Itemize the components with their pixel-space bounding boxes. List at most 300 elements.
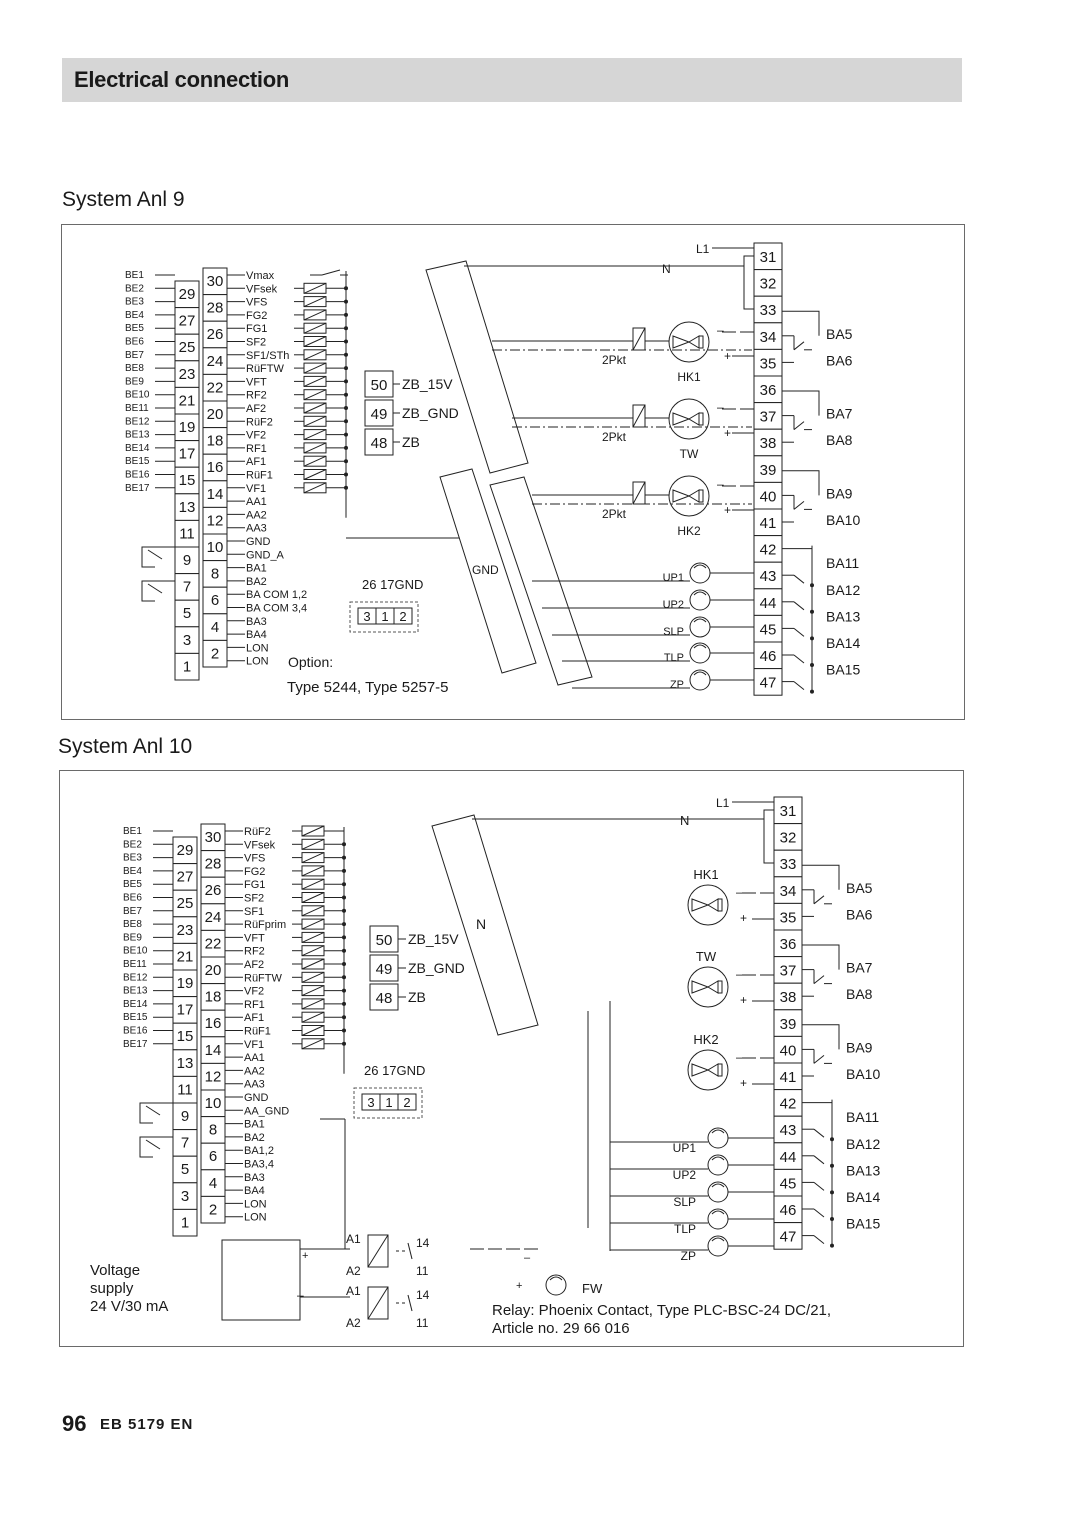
terminal-number: 24 [204, 908, 222, 926]
pump-symbol [708, 1236, 728, 1256]
terminal-number: 39 [759, 461, 777, 479]
terminal-number: 38 [759, 435, 777, 453]
n-label: N [662, 262, 671, 276]
terminal-number: 37 [759, 408, 777, 426]
signal-label: AA2 [246, 509, 267, 522]
ba-label: BA6 [846, 906, 873, 923]
terminal-number: 22 [206, 379, 224, 397]
terminal-number: 21 [176, 948, 194, 966]
terminal-number: 25 [176, 895, 194, 913]
signal-label: BA3 [246, 615, 267, 628]
be-label: BE13 [125, 429, 150, 441]
contact-dot [830, 1244, 834, 1248]
be-label: BE15 [123, 1012, 148, 1024]
twopkt-label: 2Pkt [602, 507, 627, 521]
be-label: BE6 [123, 892, 142, 904]
signal-label: RüF1 [246, 469, 273, 482]
terminal-number: 19 [178, 419, 196, 436]
terminal-number: 45 [759, 621, 777, 639]
terminal-number: 3 [180, 1187, 190, 1205]
ba-label: BA8 [846, 986, 873, 1003]
bus-wire [744, 256, 754, 309]
minus-sign: – [717, 323, 724, 337]
relay-pin-label: A2 [346, 1316, 361, 1330]
terminal-number: 25 [178, 339, 196, 357]
valve-actuator [699, 336, 703, 348]
signal-label: GND_A [246, 549, 284, 562]
switch-contact [794, 655, 804, 663]
terminal-number: 16 [204, 1015, 222, 1033]
signal-label: AA_GND [244, 1105, 290, 1118]
terminal-number: 27 [176, 868, 194, 886]
ba-label: BA15 [846, 1215, 881, 1232]
fw-label: FW [582, 1281, 603, 1296]
terminal-number: 45 [779, 1175, 797, 1193]
be-label: BE2 [123, 839, 142, 851]
signal-label: BA COM 1,2 [246, 589, 308, 602]
terminal-number: 10 [206, 539, 224, 556]
connector-pin: 2 [403, 1095, 411, 1110]
pump-label: SLP [673, 1195, 696, 1209]
relay-wire [802, 945, 839, 970]
terminal-number: 31 [759, 249, 777, 266]
ba-label: BA13 [826, 608, 861, 625]
terminal-number: 33 [779, 856, 797, 874]
switch-contact [814, 1129, 824, 1137]
valve-label: HK2 [677, 524, 701, 538]
header-bar [62, 58, 962, 102]
terminal-number: 20 [204, 962, 222, 979]
switch-contact [146, 1140, 160, 1149]
terminal-number: 19 [176, 975, 194, 992]
plus-sign: + [724, 503, 732, 517]
terminal-number: 43 [779, 1122, 797, 1140]
connector-pin: 1 [385, 1095, 393, 1110]
valve-actuator [718, 1064, 722, 1076]
pump-symbol [708, 1209, 728, 1229]
terminal-number: 16 [206, 459, 224, 477]
connector-label: 26 17GND [364, 1063, 426, 1078]
terminal-number: 17 [178, 445, 196, 463]
terminal-number: 15 [176, 1028, 194, 1046]
terminal-number: 10 [204, 1095, 222, 1112]
terminal-number: 13 [178, 498, 196, 516]
signal-label: FG1 [246, 323, 268, 336]
terminal-number: 14 [206, 485, 224, 503]
signal-label: VFsek [246, 283, 278, 296]
signal-label: BA COM 3,4 [246, 602, 308, 615]
terminal-number: 11 [177, 1081, 193, 1099]
ba-label: BA12 [846, 1135, 881, 1152]
terminal-number: 12 [206, 512, 224, 530]
terminal-number: 26 [206, 326, 224, 344]
be-label: BE9 [125, 376, 144, 388]
terminal-number: 32 [759, 275, 777, 293]
be-label: BE3 [125, 296, 144, 308]
terminal-number: 20 [206, 406, 224, 423]
relay-pin-label: 14 [416, 1236, 430, 1250]
relay-pin-label: 14 [416, 1288, 430, 1302]
ba-label: BA6 [826, 352, 853, 369]
l1-label: L1 [696, 242, 710, 256]
pump-label: TLP [673, 1222, 696, 1236]
terminal-number: 9 [180, 1108, 190, 1125]
signal-label: GND [246, 536, 271, 548]
pump-label: UP2 [672, 1168, 696, 1182]
signal-label: RF1 [244, 998, 265, 1011]
relay-note: Article no. 29 66 016 [492, 1320, 630, 1337]
minus-sign: – [524, 1252, 531, 1264]
terminal-number: 6 [210, 592, 220, 610]
relay-wire [782, 471, 819, 496]
signal-label: BA4 [244, 1185, 265, 1198]
relay-wire [802, 865, 839, 890]
signal-label: AF2 [244, 959, 265, 971]
signal-label: GND [244, 1092, 269, 1104]
signal-label: LON [246, 655, 269, 668]
terminal-number: 30 [206, 273, 224, 290]
signal-label: SF2 [246, 336, 267, 349]
signal-label: RF1 [246, 442, 267, 455]
ba-label: BA13 [846, 1162, 881, 1179]
pump-symbol [708, 1182, 728, 1202]
gnd-label: GND [472, 563, 499, 577]
terminal-number: 41 [759, 515, 777, 532]
diagram1-wiring [62, 225, 964, 719]
signal-label: SF1/STh [246, 349, 290, 362]
be-label: BE12 [123, 972, 148, 984]
terminal-number: 42 [779, 1095, 797, 1113]
ba-label: BA15 [826, 661, 861, 678]
terminal-number: 23 [178, 365, 196, 383]
be-label: BE10 [123, 945, 148, 957]
pump-symbol [708, 1155, 728, 1175]
relay-pin-label: A2 [346, 1264, 361, 1278]
signal-label: AA1 [246, 496, 267, 509]
terminal-number: 30 [204, 829, 222, 846]
terminal-number: 26 [204, 882, 222, 900]
switch-contact [814, 1055, 824, 1063]
terminal-number: 22 [204, 935, 222, 953]
minus-sign: – [297, 1288, 304, 1302]
zb-number: 50 [375, 932, 393, 949]
ba-label: BA8 [826, 432, 853, 449]
ba-label: BA7 [826, 405, 853, 422]
be-label: BE16 [123, 1025, 148, 1037]
terminal-number: 29 [176, 842, 194, 859]
page-title: Electrical connection [74, 67, 289, 92]
switch-contact [814, 1182, 824, 1190]
pump-label: ZP [669, 679, 684, 691]
signal-label: LON [244, 1198, 267, 1211]
signal-label: VF2 [244, 985, 265, 998]
signal-label: LON [246, 642, 269, 655]
terminal-number: 34 [779, 882, 797, 900]
be-label: BE7 [125, 349, 144, 361]
relay-pin-label: 11 [416, 1264, 429, 1278]
signal-label: SF1 [244, 905, 265, 918]
pump-label: UP2 [662, 599, 684, 611]
valve-label: HK2 [693, 1032, 719, 1047]
be-label: BE1 [125, 270, 144, 281]
pump-symbol [690, 670, 710, 690]
be-label: BE11 [123, 959, 147, 970]
terminal-number: 7 [182, 578, 192, 596]
ba-label: BA7 [846, 959, 873, 976]
switch-contact [794, 602, 804, 610]
signal-label: AA3 [244, 1078, 265, 1091]
pump-symbol [690, 617, 710, 637]
document-code: EB 5179 EN [100, 1416, 194, 1433]
ba-label: BA12 [826, 581, 861, 598]
signal-label: BA1 [244, 1118, 265, 1131]
l1-label: L1 [716, 796, 730, 810]
switch-contact [814, 896, 824, 904]
terminal-number: 4 [210, 618, 220, 636]
be-label: BE12 [125, 416, 150, 428]
terminal-number: 3 [182, 631, 192, 649]
power-supply-box [222, 1240, 300, 1320]
pump-label: SLP [663, 626, 684, 638]
valve-actuator [718, 981, 722, 993]
relay-note: Relay: Phoenix Contact, Type PLC-BSC-24 DC/21, [492, 1302, 832, 1319]
signal-label: BA3 [244, 1171, 265, 1184]
be-label: BE14 [123, 998, 148, 1010]
signal-label: BA1,2 [244, 1145, 274, 1158]
terminal-number: 40 [779, 1042, 797, 1060]
terminal-number: 15 [178, 472, 196, 490]
terminal-number: 9 [182, 552, 192, 569]
terminal-number: 40 [759, 488, 777, 506]
terminal-number: 32 [779, 829, 797, 847]
voltage-label: supply [90, 1280, 134, 1297]
terminal-number: 44 [759, 594, 777, 612]
diagram1-panel [61, 224, 965, 720]
plus-sign: + [724, 349, 732, 363]
terminal-number: 46 [759, 648, 777, 665]
ba-label: BA14 [826, 635, 861, 651]
signal-label: RüF1 [244, 1025, 271, 1038]
valve-actuator [699, 490, 703, 502]
terminal-number: 14 [204, 1041, 222, 1059]
be-label: BE2 [125, 283, 144, 295]
zb-label: ZB_GND [408, 960, 465, 976]
switch-contact [794, 501, 804, 509]
signal-label: RF2 [246, 389, 267, 402]
signal-label: BA2 [246, 575, 267, 588]
be-label: BE14 [125, 442, 150, 454]
connector-pin: 3 [367, 1095, 375, 1110]
terminal-number: 7 [180, 1134, 190, 1152]
terminal-number: 43 [759, 568, 777, 586]
relay-wire [782, 311, 819, 336]
signal-label: RF2 [244, 945, 265, 958]
plus-sign: + [516, 1280, 523, 1292]
signal-label: SF2 [244, 892, 265, 905]
signal-label: VFT [246, 376, 267, 389]
switch-contact [794, 575, 804, 583]
signal-label: BA2 [244, 1131, 265, 1144]
be-label: BE11 [125, 403, 149, 414]
n-mid-label: N [476, 916, 487, 932]
terminal-number: 12 [204, 1068, 222, 1086]
be-label: BE15 [125, 456, 150, 468]
terminal-number: 1 [182, 658, 192, 676]
plus-sign: + [724, 426, 732, 440]
connector-pin: 1 [381, 609, 389, 624]
pump-symbol [690, 590, 710, 610]
switch-contact [794, 628, 804, 636]
ba-label: BA11 [826, 555, 860, 572]
connector-label: 26 17GND [362, 577, 424, 592]
type-label: Type 5244, Type 5257-5 [287, 679, 449, 696]
twopkt-label: 2Pkt [602, 353, 627, 367]
terminal-number: 24 [206, 352, 224, 370]
ba-label: BA5 [826, 325, 853, 342]
relay-pin-label: A1 [346, 1232, 361, 1246]
terminal-number: 2 [210, 645, 220, 663]
plus-sign: + [740, 1076, 748, 1090]
switch-contact [794, 342, 804, 350]
terminal-number: 18 [204, 988, 222, 1006]
switch-contact [814, 976, 824, 984]
zb-number: 49 [375, 961, 393, 978]
signal-label: AA1 [244, 1052, 265, 1065]
voltage-label: Voltage [90, 1262, 141, 1279]
be-label: BE9 [123, 932, 142, 944]
zb-label: ZB_GND [402, 405, 459, 421]
switch-contact [794, 422, 804, 430]
cable-bus [426, 261, 528, 473]
switch-contact [148, 550, 162, 559]
switch-contact [408, 1243, 412, 1259]
signal-label: VF1 [246, 482, 267, 495]
be-label: BE1 [123, 826, 142, 837]
plus-sign: + [302, 1250, 309, 1262]
be-label: BE17 [123, 1038, 148, 1050]
signal-label: FG1 [244, 879, 266, 892]
terminal-number: 31 [779, 803, 797, 820]
ba-label: BA11 [846, 1109, 880, 1126]
be-label: BE6 [125, 336, 144, 348]
relay-wire [802, 1025, 839, 1050]
terminal-number: 6 [208, 1148, 218, 1166]
terminal-number: 47 [759, 674, 777, 692]
minus-sign: – [736, 1050, 743, 1064]
switch-contact [814, 1156, 824, 1164]
signal-label: AF2 [246, 403, 267, 415]
switch-contact [814, 1209, 824, 1217]
terminal-number: 2 [208, 1201, 218, 1219]
terminal-number: 5 [180, 1161, 190, 1179]
relay-pin-label: 11 [416, 1316, 429, 1330]
relay-wire [782, 391, 819, 416]
switch-contact [322, 270, 340, 275]
zb-number: 48 [370, 435, 388, 452]
terminal-number: 21 [178, 392, 196, 410]
ba-label: BA5 [846, 879, 873, 896]
terminal-number: 29 [178, 286, 196, 303]
terminal-number: 17 [176, 1001, 194, 1019]
be-label: BE4 [125, 309, 144, 321]
zb-number: 50 [370, 377, 388, 394]
signal-label: VFsek [244, 839, 276, 852]
minus-sign: – [717, 400, 724, 414]
be-label: BE8 [125, 363, 144, 375]
terminal-number: 13 [176, 1054, 194, 1072]
terminal-number: 36 [759, 382, 777, 399]
signal-label: FG2 [244, 865, 266, 878]
terminal-number: 35 [759, 355, 777, 373]
be-label: BE13 [123, 985, 148, 997]
terminal-number: 28 [206, 299, 224, 317]
page-number: 96 [62, 1411, 87, 1436]
signal-label: RüF2 [244, 826, 271, 838]
signal-label: VFS [246, 296, 268, 309]
terminal-number: 28 [204, 855, 222, 873]
terminal-number: 11 [179, 525, 195, 543]
terminal-number: 27 [178, 312, 196, 330]
voltage-label: 24 V/30 mA [90, 1298, 169, 1315]
terminal-number: 34 [759, 328, 777, 346]
terminal-number: 41 [779, 1069, 797, 1086]
diagram2-panel [59, 770, 964, 1347]
terminal-number: 5 [182, 605, 192, 623]
minus-sign: – [717, 477, 724, 491]
switch-contact [146, 1106, 160, 1115]
terminal-number: 36 [779, 936, 797, 953]
diagram1-title: System Anl 9 [62, 188, 185, 211]
valve-label: HK1 [693, 867, 719, 882]
valve-label: TW [679, 447, 699, 461]
pump-label: UP1 [672, 1141, 696, 1155]
ba-label: BA10 [826, 512, 861, 528]
diagram2-wiring [60, 771, 963, 1346]
valve-actuator [718, 899, 722, 911]
be-label: BE8 [123, 919, 142, 931]
signal-label: AA2 [244, 1065, 265, 1078]
diagram2-title: System Anl 10 [58, 735, 193, 758]
contact-dot [810, 690, 814, 694]
signal-label: AF1 [246, 456, 267, 469]
ba-label: BA10 [846, 1066, 881, 1082]
be-label: BE4 [123, 865, 142, 877]
terminal-number: 37 [779, 962, 797, 980]
be-label: BE10 [125, 389, 150, 401]
signal-label: VF1 [244, 1038, 265, 1051]
signal-label: RüFTW [244, 972, 282, 985]
signal-label: VF2 [246, 429, 267, 442]
valve-actuator [699, 413, 703, 425]
switch-contact [148, 584, 162, 593]
terminal-number: 4 [208, 1174, 218, 1192]
terminal-number: 46 [779, 1202, 797, 1219]
signal-label: BA4 [246, 629, 267, 642]
pump-label: TLP [663, 652, 684, 664]
ba-label: BA9 [826, 485, 853, 502]
connector-pin: 3 [363, 609, 371, 624]
switch-contact [408, 1295, 412, 1311]
be-label: BE17 [125, 482, 150, 494]
terminal-number: 39 [779, 1015, 797, 1033]
twopkt-label: 2Pkt [602, 430, 627, 444]
be-label: BE5 [123, 879, 142, 891]
zb-label: ZB_15V [402, 376, 453, 392]
connector-pin: 2 [399, 609, 407, 624]
signal-label: BA1 [246, 562, 267, 575]
signal-label: RüFprim [244, 919, 287, 932]
signal-label: BA3,4 [244, 1158, 274, 1171]
